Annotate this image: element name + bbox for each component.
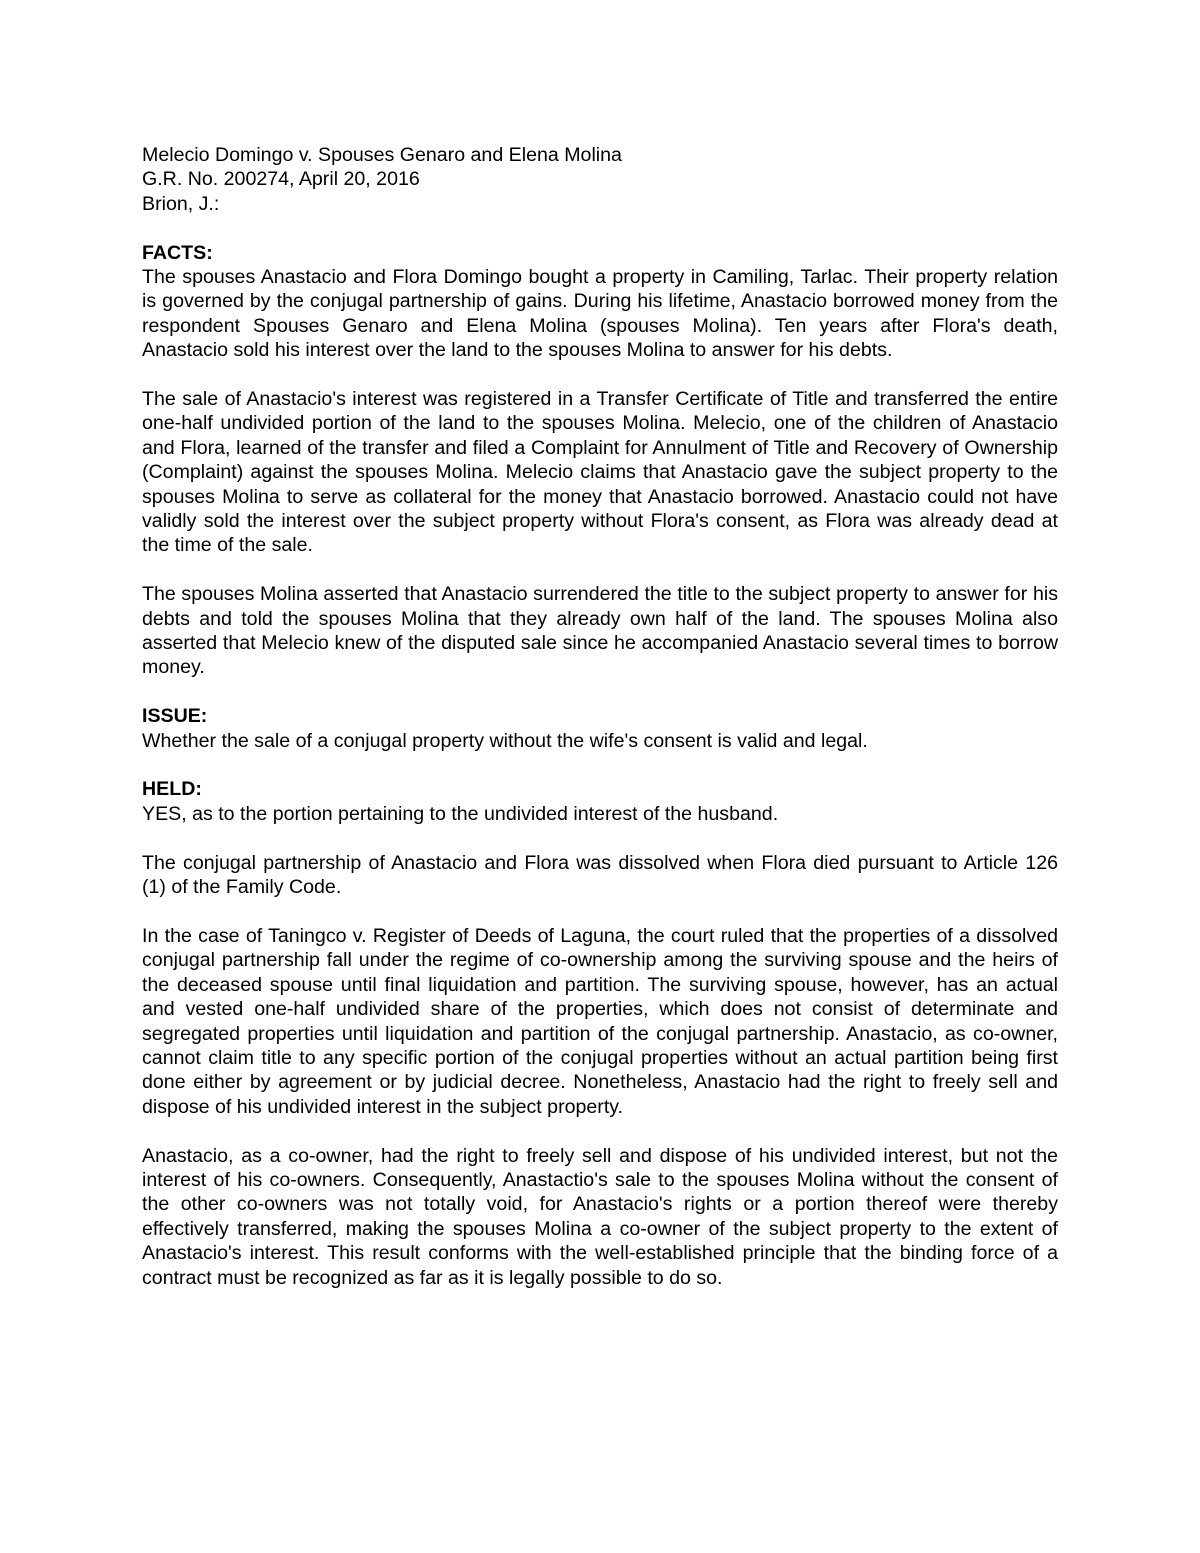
case-title: Melecio Domingo v. Spouses Genaro and Elena Molina (142, 144, 622, 166)
document-page (142, 143, 1058, 1290)
held-paragraph-4: Anastacio, as a co-owner, had the right to freely sell and dispose of his undivided interest, but not the interest of his co-owners. Consequently, Anastactio's sale to the spouses Molina without the consent of the other co-owners was not totally void, for Anastacio's rights or a portion thereof were thereby effectively transferred, making the spouses Molina a co-owner of the subject property to the extent of Anastacio's interest. This result conforms with the well-established principle that the binding force of a contract must be recognized as far as it is legally possible to do so. (142, 1144, 1058, 1289)
facts-paragraph-3: The spouses Molina asserted that Anastacio surrendered the title to the subject property to answer for his debts and told the spouses Molina that they already own half of the land. The spouses Molina also asserted that Melecio knew of the disputed sale since he accompanied Anastacio several times to borrow money. (142, 583, 1058, 679)
issue-heading: ISSUE: (142, 705, 208, 728)
held-heading: HELD: (142, 778, 202, 801)
issue-text: Whether the sale of a conjugal property without the wife's consent is valid and legal. (142, 729, 868, 752)
facts-paragraph-2: The sale of Anastacio's interest was registered in a Transfer Certificate of Title and transferred the entire one-half undivided portion of the land to the spouses Molina. Melecio, one of the children of Anastacio and Flora, learned of the transfer and filed a Complaint for Annulment of Title and Recovery of Ownership (Complaint) against the spouses Molina. Melecio claims that Anastacio gave the subject property to the spouses Molina to serve as collateral for the money that Anastacio borrowed. Anastacio could not have validly sold the interest over the subject property without Flora's consent, as Flora was already dead at the time of the sale. (142, 388, 1058, 557)
ponente: Brion, J.: (142, 192, 220, 215)
held-paragraph-3: In the case of Taningco v. Register of Deeds of Laguna, the court ruled that the properties of a dissolved conjugal partnership fall under the regime of co-ownership among the surviving spouse and the heirs of the deceased spouse until final liquidation and partition. The surviving spouse, however, has an actual and vested one-half undivided share of the properties, which does not consist of determinate and segregated properties until liquidation and partition of the conjugal partnership. Anastacio, as co-owner, cannot claim title to any specific portion of the conjugal properties without an actual partition being first done either by agreement or by judicial decree. Nonetheless, Anastacio had the right to freely sell and dispose of his undivided interest in the subject property. (142, 924, 1058, 1118)
facts-paragraph-1: The spouses Anastacio and Flora Domingo bought a property in Camiling, Tarlac. Their property relation is governed by the conjugal partnership of gains. During his lifetime, Anastacio borrowed money from the respondent Spouses Genaro and Elena Molina (spouses Molina). Ten years after Flora's death, Anastacio sold his interest over the land to the spouses Molina to answer for his debts. (142, 266, 1058, 362)
held-paragraph-1: YES, as to the portion pertaining to the undivided interest of the husband. (142, 802, 779, 825)
held-paragraph-2: The conjugal partnership of Anastacio and Flora was dissolved when Flora died pursuant to Article 126 (1) of the Family Code. (142, 851, 1058, 899)
facts-heading: FACTS: (142, 241, 213, 264)
case-number: G.R. No. 200274, April 20, 2016 (142, 168, 420, 191)
